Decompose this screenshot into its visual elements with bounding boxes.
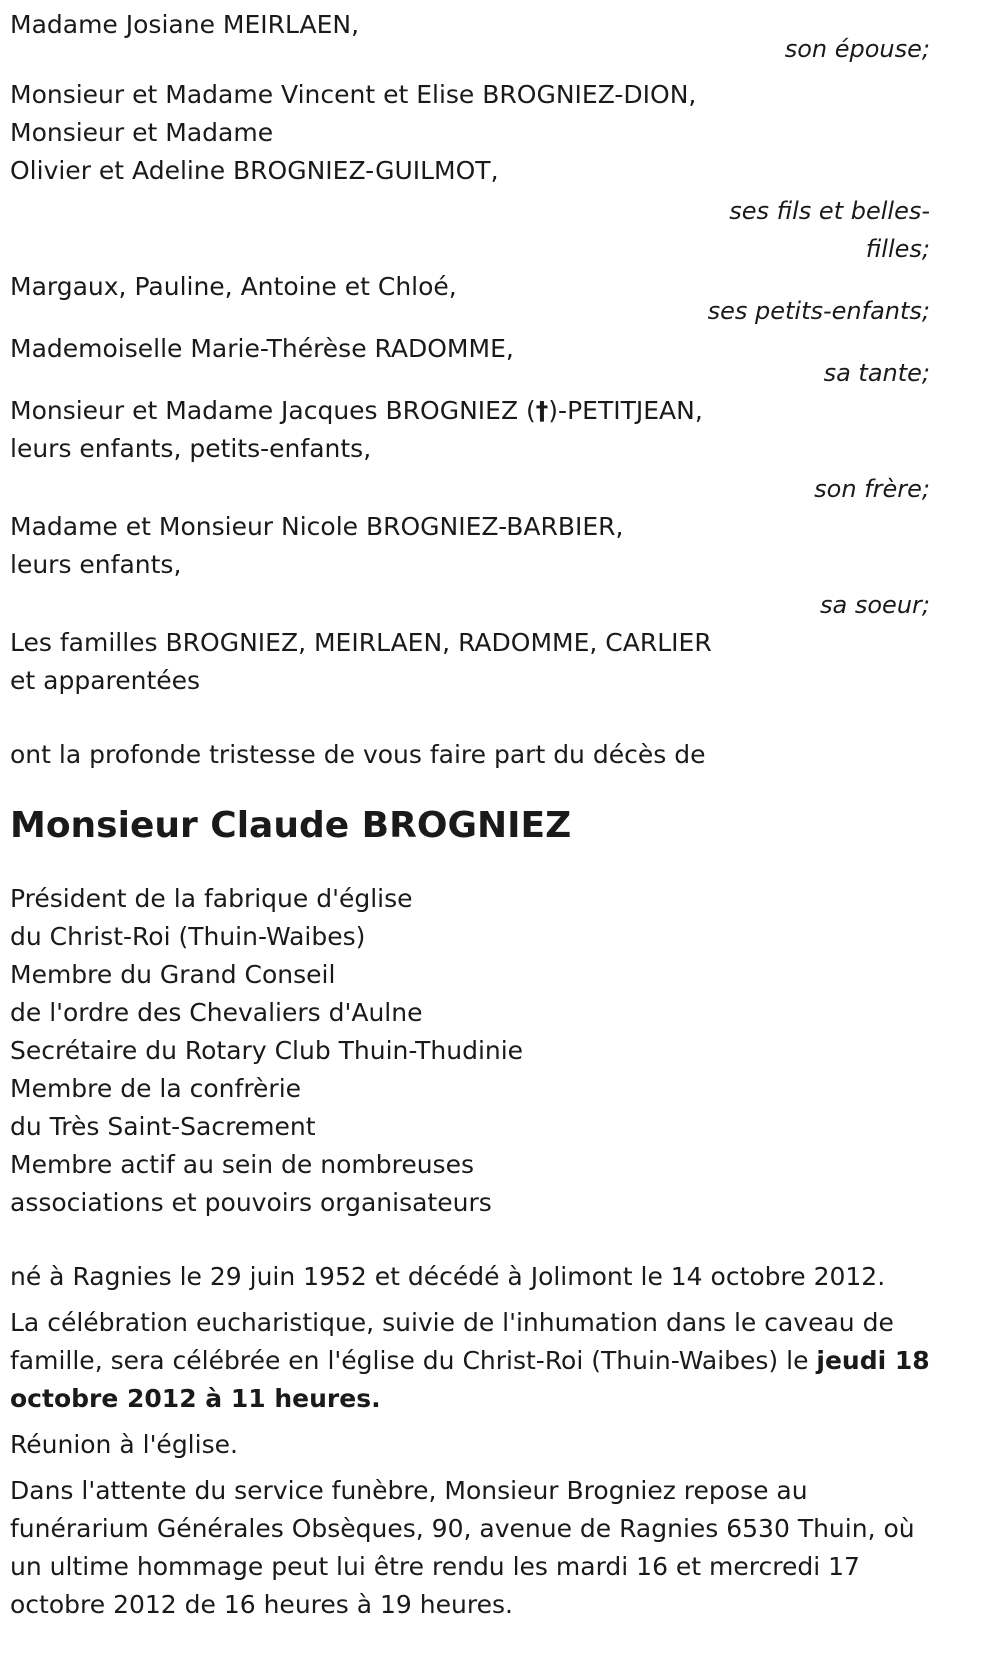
cross-icon: †	[535, 396, 549, 425]
announcement-text: ont la profonde tristesse de vous faire part du décès de	[10, 740, 706, 769]
family-sons	[10, 76, 930, 268]
title-line: du Très Saint-Sacrement	[10, 1112, 316, 1141]
title-line: Membre du Grand Conseil	[10, 960, 336, 989]
family-name-line: Monsieur et Madame	[10, 118, 274, 147]
family-name-line: Margaux, Pauline, Antoine et Chloé,	[10, 272, 457, 301]
relation-label: ses fils et belles-	[729, 197, 930, 225]
family-sister	[10, 508, 930, 624]
family-brother	[10, 392, 930, 508]
family-name-line: leurs enfants, petits-enfants,	[10, 434, 372, 463]
relation-label: filles;	[865, 235, 930, 263]
birth-death-text: né à Ragnies le 29 juin 1952 et décédé à Jolimont le 14 octobre 2012.	[10, 1262, 886, 1291]
relation-label: son épouse;	[784, 35, 930, 63]
title-line: associations et pouvoirs organisateurs	[10, 1188, 492, 1217]
family-name-line: Madame Josiane MEIRLAEN,	[10, 10, 360, 39]
ceremony-date: jeudi 18 octobre 2012 à 11 heures.	[10, 1346, 930, 1413]
title-line: du Christ-Roi (Thuin-Waibes)	[10, 922, 366, 951]
family-spouse	[10, 6, 930, 68]
deceased-titles	[10, 880, 930, 1222]
title-line: Membre actif au sein de nombreuses	[10, 1150, 474, 1179]
title-line: Secrétaire du Rotary Club Thuin-Thudinie	[10, 1036, 524, 1065]
family-name-line: leurs enfants,	[10, 550, 182, 579]
deceased-name: Monsieur Claude BROGNIEZ	[10, 805, 572, 846]
ceremony-details: La célébration eucharistique, suivie de l'inhumation dans le caveau de famille, sera célébrée en l'église du Christ-Roi (Thuin-Waibes) le	[10, 1308, 894, 1375]
relation-label: ses petits-enfants;	[707, 297, 930, 325]
meeting-text: Réunion à l'église.	[10, 1430, 238, 1459]
family-name-line: Mademoiselle Marie-Thérèse RADOMME,	[10, 334, 514, 363]
title-line: Président de la fabrique d'église	[10, 884, 413, 913]
family-name-line: Les familles BROGNIEZ, MEIRLAEN, RADOMME, CARLIER	[10, 628, 712, 657]
family-name-line: Olivier et Adeline BROGNIEZ-GUILMOT,	[10, 156, 499, 185]
family-name-line	[10, 392, 930, 430]
family-name-line: et apparentées	[10, 666, 201, 695]
family-name-line: Madame et Monsieur Nicole BROGNIEZ-BARBIER,	[10, 512, 624, 541]
family-grandchildren	[10, 268, 930, 330]
title-line: de l'ordre des Chevaliers d'Aulne	[10, 998, 423, 1027]
title-line: Membre de la confrèrie	[10, 1074, 302, 1103]
relation-label: sa tante;	[823, 359, 930, 387]
family-name-text: )-PETITJEAN,	[548, 396, 703, 425]
obituary-notice	[10, 6, 930, 1624]
family-name-text: Monsieur et Madame Jacques BROGNIEZ (	[10, 396, 536, 425]
ceremony-text	[10, 1304, 930, 1418]
visitation-text: Dans l'attente du service funèbre, Monsieur Brogniez repose au funérarium Générales Obsèques, 90, avenue de Ragnies 6530 Thuin, où un ultime hommage peut lui être rendu les mardi 16 et mercredi 17 octobre 2012 de 16 heures à 19 heures.	[10, 1476, 915, 1619]
relation-label: sa soeur;	[820, 591, 930, 619]
relation-label: son frère;	[814, 475, 930, 503]
family-name-line: Monsieur et Madame Vincent et Elise BROGNIEZ-DION,	[10, 80, 697, 109]
family-others	[10, 624, 930, 700]
family-aunt	[10, 330, 930, 392]
